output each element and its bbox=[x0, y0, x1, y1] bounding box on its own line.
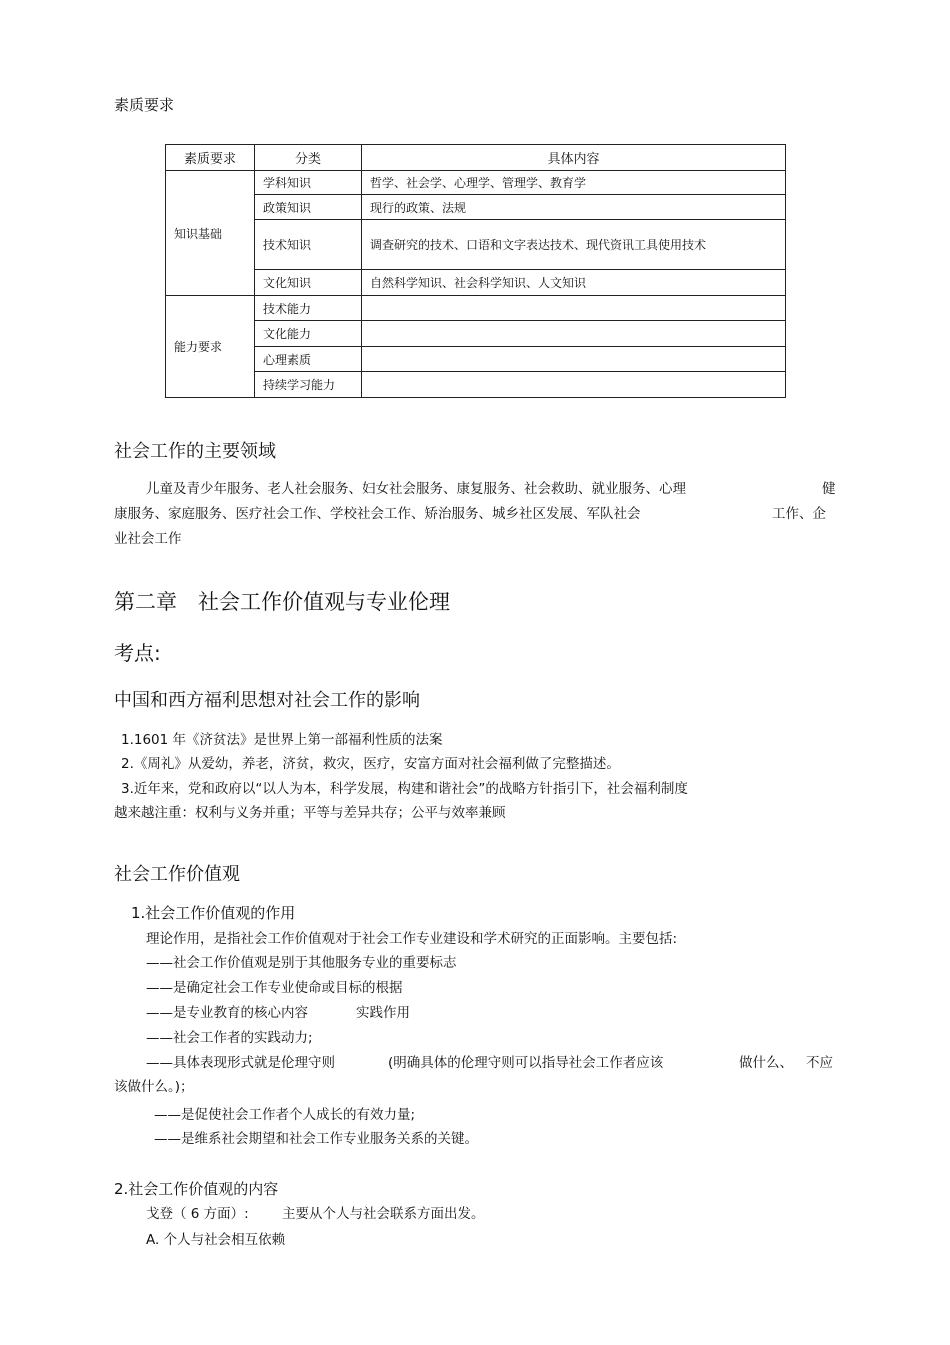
table-row bbox=[166, 195, 786, 220]
welfare-item-1: 1.1601 年《济贫法》是世界上第一部福利性质的法案 bbox=[121, 732, 443, 748]
heading-values: 社会工作价值观 bbox=[114, 864, 240, 885]
welfare-item-2: 2.《周礼》从爱幼，养老，济贫，救灾，医疗，安富方面对社会福利做了完整描述。 bbox=[121, 756, 620, 772]
content-cell: 自然科学知识、社会科学知识、人文知识 bbox=[362, 270, 786, 296]
table-row bbox=[166, 372, 786, 398]
values-sub-1: 1.社会工作价值观的作用 bbox=[131, 904, 296, 922]
category-cell: 心理素质 bbox=[255, 347, 362, 372]
heading-fields: 社会工作的主要领域 bbox=[114, 441, 276, 462]
content-cell bbox=[362, 372, 786, 398]
category-cell: 学科知识 bbox=[255, 171, 362, 195]
values-gordon: 戈登（ 6 方面）: bbox=[146, 1206, 249, 1222]
table-row bbox=[166, 296, 786, 321]
section-title-quality: 素质要求 bbox=[114, 96, 175, 114]
header-cell: 具体内容 bbox=[362, 145, 786, 171]
group-cell-knowledge: 知识基础 bbox=[166, 171, 255, 296]
values-dash-6: ——是促使社会工作者个人成长的有效力量; bbox=[154, 1107, 416, 1123]
table-row bbox=[166, 220, 786, 270]
table-row bbox=[166, 321, 786, 347]
category-cell: 政策知识 bbox=[255, 195, 362, 220]
table-row bbox=[166, 347, 786, 372]
values-dash-7: ——是维系社会期望和社会工作专业服务关系的关键。 bbox=[154, 1131, 478, 1147]
values-dash-2: ——是确定社会工作专业使命或目标的根据 bbox=[146, 980, 403, 996]
content-cell bbox=[362, 347, 786, 372]
welfare-item-3-cont: 越来越注重：权利与义务并重；平等与差异共存；公平与效率兼顾 bbox=[114, 805, 506, 821]
table-row bbox=[166, 171, 786, 195]
group-cell-ability: 能力要求 bbox=[166, 296, 255, 398]
category-cell: 文化能力 bbox=[255, 321, 362, 347]
fields-line-2: 康服务、家庭服务、医疗社会工作、学校社会工作、矫治服务、城乡社区发展、军队社会 bbox=[114, 506, 641, 522]
values-sub-2: 2.社会工作价值观的内容 bbox=[114, 1180, 279, 1198]
values-gordon-desc: 主要从个人与社会联系方面出发。 bbox=[282, 1206, 485, 1222]
content-cell: 哲学、社会学、心理学、管理学、教育学 bbox=[362, 171, 786, 195]
quality-table bbox=[165, 144, 786, 398]
values-dash-5-cont: 该做什么。)； bbox=[114, 1079, 194, 1095]
category-cell: 技术知识 bbox=[255, 220, 362, 270]
content-cell: 调查研究的技术、口语和文字表达技术、现代资讯工具使用技术 bbox=[362, 220, 786, 270]
values-dash-5-note-2: 做什么、 bbox=[739, 1055, 793, 1071]
chapter-title: 第二章 社会工作价值观与专业伦理 bbox=[114, 590, 450, 614]
values-dash-3: ——是专业教育的核心内容 bbox=[146, 1005, 308, 1021]
header-cell: 素质要求 bbox=[166, 145, 255, 171]
fields-line-2-end: 工作、企 bbox=[772, 506, 826, 522]
category-cell: 持续学习能力 bbox=[255, 372, 362, 398]
content-cell: 现行的政策、法规 bbox=[362, 195, 786, 220]
fields-line-1: 儿童及青少年服务、老人社会服务、妇女社会服务、康复服务、社会救助、就业服务、心理 bbox=[146, 481, 686, 497]
header-cell: 分类 bbox=[255, 145, 362, 171]
values-item-a: A. 个人与社会相互依赖 bbox=[146, 1232, 286, 1248]
fields-line-1-end: 健 bbox=[822, 481, 836, 497]
values-dash-5-note: (明确具体的伦理守则可以指导社会工作者应该 bbox=[388, 1055, 664, 1071]
category-cell: 文化知识 bbox=[255, 270, 362, 296]
table-header-row bbox=[166, 145, 786, 171]
table-row bbox=[166, 270, 786, 296]
category-cell: 技术能力 bbox=[255, 296, 362, 321]
content-cell bbox=[362, 321, 786, 347]
values-practice-label: 实践作用 bbox=[356, 1005, 410, 1021]
heading-welfare: 中国和西方福利思想对社会工作的影响 bbox=[114, 690, 420, 711]
values-dash-1: ——社会工作价值观是别于其他服务专业的重要标志 bbox=[146, 955, 457, 971]
values-dash-5: ——具体表现形式就是伦理守则 bbox=[146, 1055, 335, 1071]
fields-line-3: 业社会工作 bbox=[114, 531, 182, 547]
values-dash-5-note-3: 不应 bbox=[806, 1055, 833, 1071]
content-cell bbox=[362, 296, 786, 321]
values-dash-4: ——社会工作者的实践动力; bbox=[146, 1030, 313, 1046]
kaodian-label: 考点: bbox=[114, 641, 161, 665]
welfare-item-3: 3.近年来，党和政府以“以人为本，科学发展，构建和谐社会”的战略方针指引下，社会福利制度 bbox=[121, 781, 688, 797]
values-paragraph-1: 理论作用，是指社会工作价值观对于社会工作专业建设和学术研究的正面影响。主要包括: bbox=[146, 931, 678, 947]
